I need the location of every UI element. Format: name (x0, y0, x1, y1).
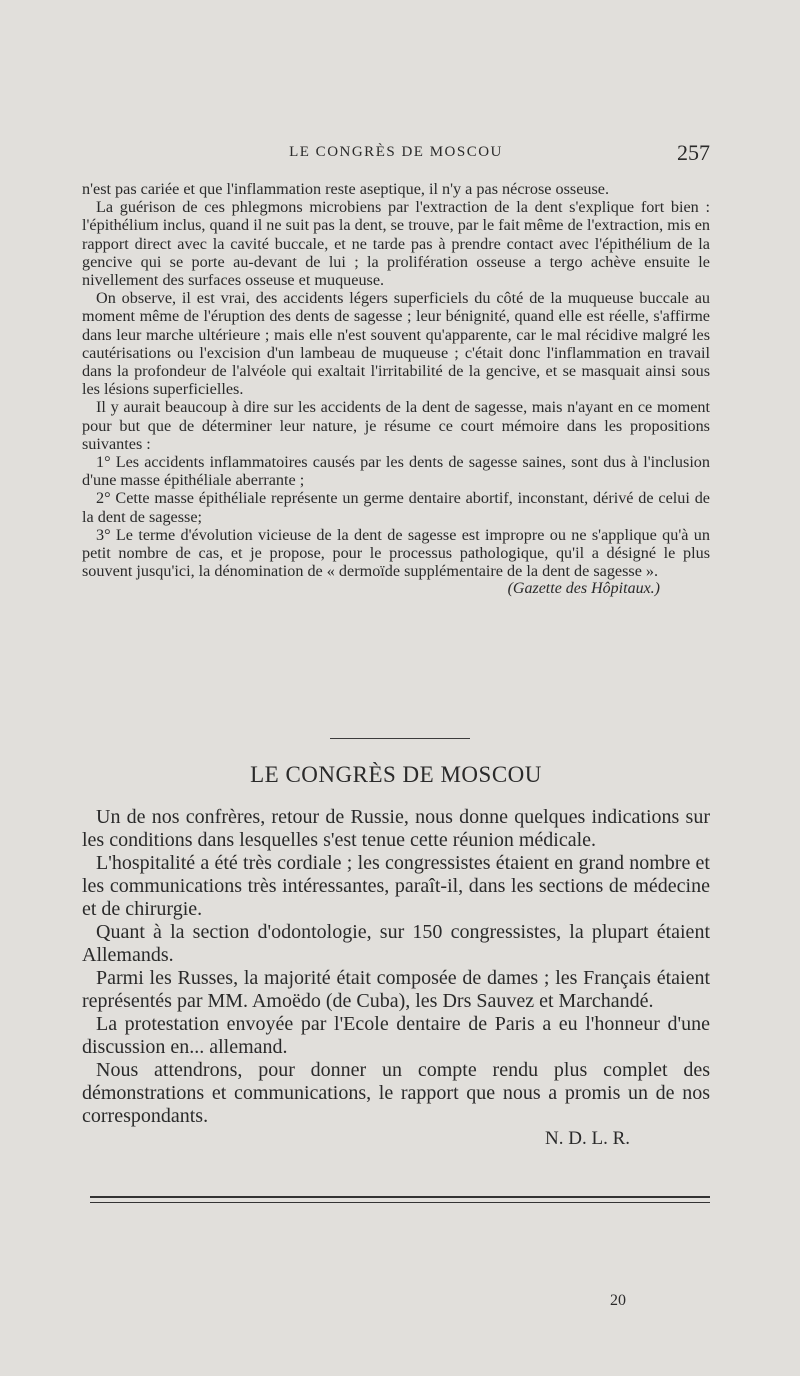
article-congres-moscou (82, 806, 710, 1150)
paragraph: L'hospitalité a été très cordiale ; les congressistes étaient en grand nombre et les communications très intéressantes, paraît-il, dans les sections de médecine et de chirurgie. (82, 852, 710, 920)
paragraph: Parmi les Russes, la majorité était composée de dames ; les Français étaient représentés par MM. Amoëdo (de Cuba), les Drs Sauvez et Marchandé. (82, 967, 710, 1012)
paragraph: n'est pas cariée et que l'inflammation reste aseptique, il n'y a pas nécrose osseuse. (82, 180, 610, 198)
section-title: LE CONGRÈS DE MOSCOU (250, 762, 542, 787)
paragraph: Nous attendrons, pour donner un compte rendu plus complet des démonstrations et communications, le rapport que nous a promis un de nos correspondants. (82, 1059, 710, 1127)
sheet-number: 20 (610, 1292, 626, 1309)
page-number: 257 (677, 140, 710, 165)
paragraph: Quant à la section d'odontologie, sur 150 congressistes, la plupart étaient Allemands. (82, 921, 710, 966)
source-citation: (Gazette des Hôpitaux.) (507, 580, 660, 598)
page-header (82, 140, 710, 168)
proposition-2: 2° Cette masse épithéliale représente un germe dentaire abortif, inconstant, dérivé de celui de la dent de sagesse; (82, 489, 710, 526)
section-divider (330, 738, 470, 739)
double-rule-divider (90, 1196, 710, 1203)
paragraph: La guérison de ces phlegmons microbiens par l'extraction de la dent s'explique fort bien : l'épithélium inclus, quand il ne suit pas la dent, se trouve, par le fait même de l'extraction, mis en rapport direct avec la cavité buccale, et ne tarde pas à prendre contact avec l'épithélium de la gencive qui se porte au-devant de lui ; la prolifération osseuse a tergo achève ensuite le nivellement des surfaces osseuse et muqueuse. (82, 198, 710, 290)
article-dent-de-sagesse (82, 180, 710, 598)
proposition-1: 1° Les accidents inflammatoires causés par les dents de sagesse saines, sont dus à l'inclusion d'une masse épithéliale aberrante ; (82, 453, 710, 490)
running-title: LE CONGRÈS DE MOSCOU (289, 144, 503, 160)
paragraph: On observe, il est vrai, des accidents légers superficiels du côté de la muqueuse buccale au moment même de l'éruption des dents de sagesse ; leur bénignité, quand elle est réelle, s'affirme dans leur marche ultérieure ; mais elle n'est souvent qu'apparente, car le mal récidive malgré les cautérisations ou l'excision d'un lambeau de muqueuse ; c'était donc l'inflammation en travail dans la profondeur de l'alvéole qui exaltait l'irritabilité de la gencive, et se masquait ainsi sous les lésions superficielles. (82, 289, 710, 399)
paragraph: Il y aurait beaucoup à dire sur les accidents de la dent de sagesse, mais n'ayant en ce moment pour but que de déterminer leur nature, je résume ce court mémoire dans les propositions suivantes : (82, 398, 710, 453)
signature: N. D. L. R. (545, 1128, 630, 1149)
proposition-3: 3° Le terme d'évolution vicieuse de la dent de sagesse est impropre ou ne s'applique qu'à un petit nombre de cas, et je propose, pour le processus pathologique, qu'il a désigné le plus souvent jusqu'ici, la dénomination de « dermoïde supplémentaire de la dent de sagesse ». (82, 525, 710, 581)
paragraph: La protestation envoyée par l'Ecole dentaire de Paris a eu l'honneur d'une discussion en... allemand. (82, 1013, 710, 1058)
paragraph: Un de nos confrères, retour de Russie, nous donne quelques indications sur les conditions dans lesquelles s'est tenue cette réunion médicale. (82, 806, 710, 851)
